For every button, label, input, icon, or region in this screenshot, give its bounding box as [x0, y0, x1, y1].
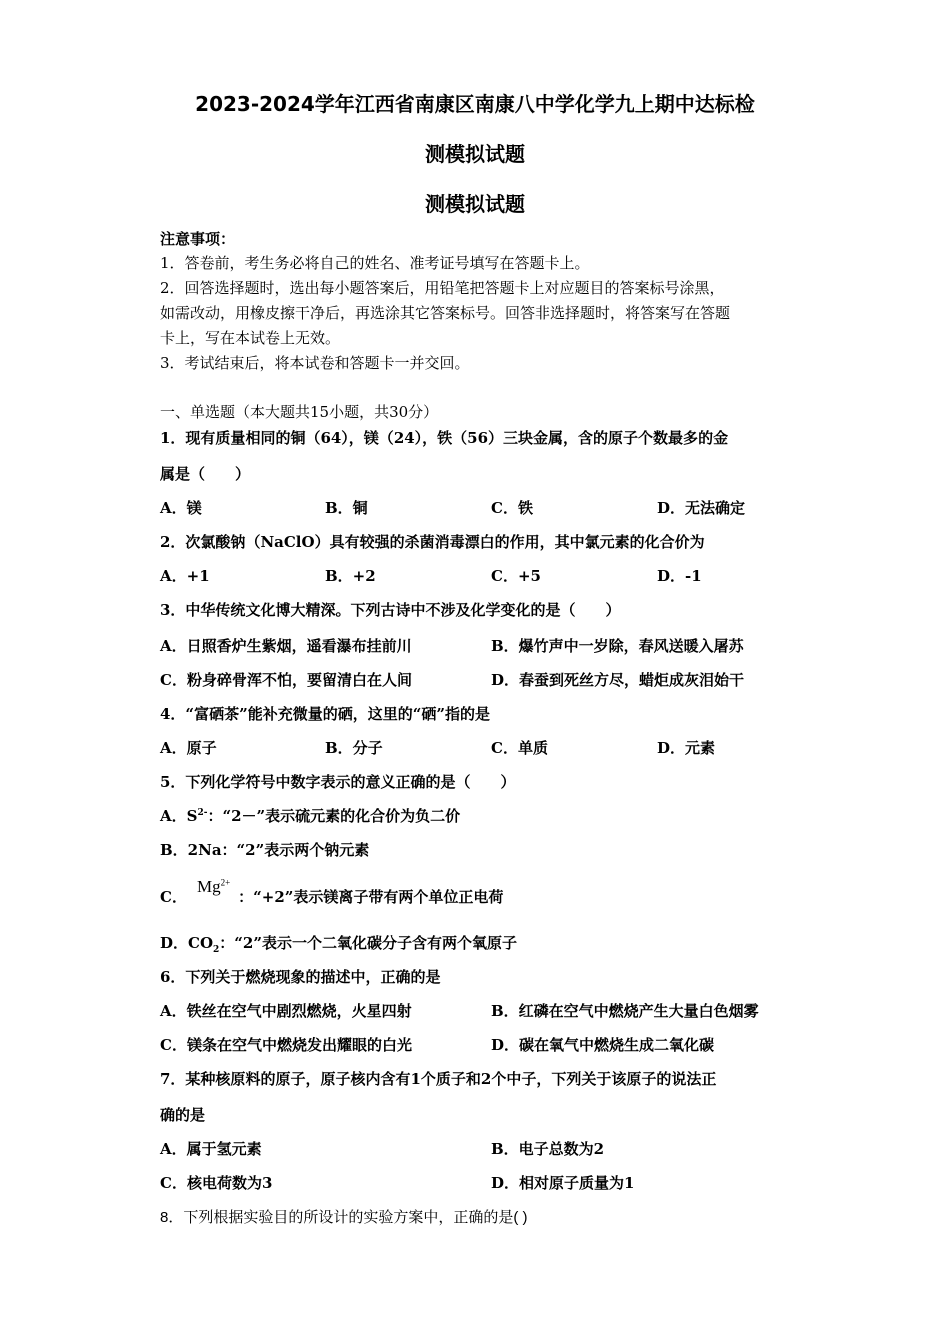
q5-option-d-subscript: 2	[213, 945, 220, 955]
q1-option-b: B．铜	[325, 499, 368, 517]
q4-option-a: A．原子	[160, 739, 217, 757]
q5-option-a-charge: 2-	[197, 808, 208, 818]
q7-stem-b: 确的是	[160, 1106, 206, 1124]
q8-stem: 8．下列根据实验目的所设计的实验方案中，正确的是( )	[160, 1209, 528, 1226]
q2-option-a: A．+1	[160, 567, 210, 585]
q3-option-b: B．爆竹声中一岁除，春风送暖入屠苏	[491, 637, 744, 655]
q6-option-d: D．碳在氧气中燃烧生成二氧化碳	[491, 1036, 715, 1054]
q1-option-a: A．镁	[160, 499, 202, 517]
q5-option-a-text: ：“2－”表示硫元素的化合价为负二价	[207, 807, 461, 825]
q5-option-d-text: ：“2”表示一个二氧化碳分子含有两个氧原子	[219, 934, 517, 952]
q1-option-d: D．无法确定	[657, 499, 746, 517]
exam-title-line2: 测模拟试题	[425, 142, 525, 166]
notice-item-1: 1．答卷前，考生务必将自己的姓名、准考证号填写在答题卡上。	[160, 254, 590, 272]
q3-option-c: C．粉身碎骨浑不怕，要留清白在人间	[160, 671, 412, 689]
q5-option-c-symbol	[197, 877, 230, 896]
q1-stem-a: 1．现有质量相同的铜（64），镁（24），铁（56）三块金属，含的原子个数最多的金	[160, 429, 729, 447]
notice-item-2b: 如需改动，用橡皮擦干净后，再选涂其它答案标号。回答非选择题时，将答案写在答题	[160, 304, 731, 322]
q6-option-c: C．镁条在空气中燃烧发出耀眼的白光	[160, 1036, 412, 1054]
exam-title-line1: 2023-2024学年江西省南康区南康八中学化学九上期中达标检	[195, 92, 755, 116]
q5-stem: 5．下列化学符号中数字表示的意义正确的是（ ）	[160, 773, 516, 791]
notice-heading: 注意事项：	[160, 230, 236, 248]
notice-item-2a: 2．回答选择题时，选出每小题答案后，用铅笔把答题卡上对应题目的答案标号涂黑，	[160, 279, 725, 297]
q4-option-b: B．分子	[325, 739, 383, 757]
q6-option-b: B．红磷在空气中燃烧产生大量白色烟雾	[491, 1002, 759, 1020]
q5-option-c-prefix: C．	[160, 888, 187, 906]
q3-option-d: D．春蚕到死丝方尽，蜡炬成灰泪始干	[491, 671, 745, 689]
notice-item-2c: 卡上，写在本试卷上无效。	[160, 329, 341, 347]
q7-option-a: A．属于氢元素	[160, 1140, 262, 1158]
q2-stem: 2．次氯酸钠（NaClO）具有较强的杀菌消毒漂白的作用，其中氯元素的化合价为	[160, 533, 705, 551]
q2-option-b: B．+2	[325, 567, 376, 585]
q5-option-a-prefix: A．S	[160, 807, 198, 825]
notice-item-3: 3．考试结束后，将本试卷和答题卡一并交回。	[160, 354, 470, 372]
q7-option-b: B．电子总数为2	[491, 1140, 605, 1158]
q4-stem: 4．“富硒茶”能补充微量的硒，这里的“硒”指的是	[160, 705, 490, 723]
q4-option-d: D．元素	[657, 739, 716, 757]
q4-option-c: C．单质	[491, 739, 548, 757]
q7-option-c: C．核电荷数为3	[160, 1174, 273, 1192]
q1-stem-b: 属是（ ）	[160, 465, 251, 483]
q2-option-c: C．+5	[491, 567, 541, 585]
q6-stem: 6．下列关于燃烧现象的描述中，正确的是	[160, 968, 441, 986]
q5-option-a	[160, 805, 460, 826]
q5-option-c	[160, 877, 504, 907]
exam-title-line3: 测模拟试题	[425, 192, 525, 216]
q7-option-d: D．相对原子质量为1	[491, 1174, 635, 1192]
q5-option-d	[160, 932, 517, 953]
q6-option-a: A．铁丝在空气中剧烈燃烧，火星四射	[160, 1002, 412, 1020]
q5-option-c-text: ：“+2”表示镁离子带有两个单位正电荷	[238, 888, 504, 906]
q7-stem-a: 7．某种核原料的原子，原子核内含有1个质子和2个中子，下列关于该原子的说法正	[160, 1070, 717, 1088]
q5-option-d-prefix: D．CO	[160, 934, 214, 952]
q3-stem: 3．中华传统文化博大精深。下列古诗中不涉及化学变化的是（ ）	[160, 601, 621, 619]
q1-option-c: C．铁	[491, 499, 533, 517]
magnesium-symbol: Mg	[196, 877, 221, 896]
section-heading: 一、单选题（本大题共15小题，共30分）	[160, 403, 439, 421]
q5-option-b: B．2Na：“2”表示两个钠元素	[160, 841, 370, 859]
q3-option-a: A．日照香炉生紫烟，遥看瀑布挂前川	[160, 637, 412, 655]
magnesium-charge: 2+	[220, 877, 231, 888]
q2-option-d: D．-1	[657, 567, 702, 585]
